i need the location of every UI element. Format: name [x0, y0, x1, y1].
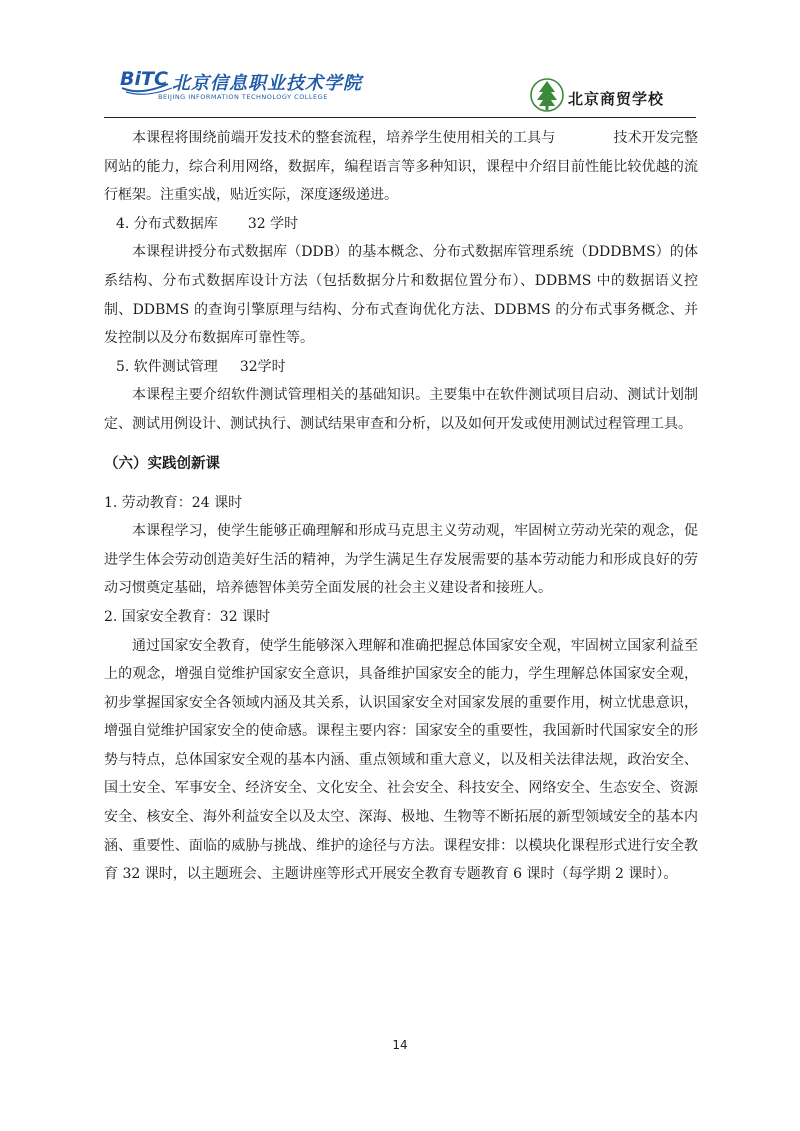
header-divider — [104, 117, 696, 118]
college-name-cn: 北京信息职业技术学院 — [172, 73, 362, 94]
paragraph-distributed-db: 本课程讲授分布式数据库（DDB）的基本概念、分布式数据库管理系统（DDDBMS）的体系结构、分布式数据库设计方法（包括数据分片和数据位置分布）、DDBMS 中的数据语义控制、DDBMS 的查询引擎原理与结构、分布式查询优化方法、DDBMS 的分布式事务概念、并发控制以及分布数据库可靠性等。 — [104, 244, 698, 347]
school-name: 北京商贸学校 — [568, 90, 665, 108]
course-title: 5. 软件测试管理 — [116, 358, 218, 375]
college-name-en: BEIJING INFORMATION TECHNOLOGY COLLEGE — [158, 93, 328, 101]
paragraph-text-continued: 技术开发完整网站的能力，综合利用网络，数据库，编程语言等多种知识，课程中介绍目前性能比较优越的流行框架。注重实战，贴近实际，深度逐级递进。 — [104, 130, 699, 204]
course-heading-labor-education: 1. 劳动教育：24 课时 — [104, 494, 243, 511]
course-heading-distributed-db — [104, 210, 698, 239]
document-body — [104, 124, 698, 889]
paragraph-text: 本课程将围绕前端开发技术的整套流程，培养学生使用相关的工具与 — [132, 130, 556, 146]
page-number: 14 — [392, 1038, 408, 1052]
bitc-mark: BiTC — [120, 68, 168, 90]
page-header — [104, 58, 696, 118]
bitc-logo — [120, 66, 360, 106]
course-hours: 32学时 — [239, 358, 286, 375]
course-heading-software-testing — [104, 353, 698, 382]
paragraph-software-testing: 本课程主要介绍软件测试管理相关的基础知识。主要集中在软件测试项目启动、测试计划制定、测试用例设计、测试执行、测试结果审查和分析，以及如何开发或使用测试过程管理工具。 — [104, 387, 698, 432]
paragraph-labor-education: 本课程学习，使学生能够正确理解和形成马克思主义劳动观，牢固树立劳动光荣的观念，促进学生体会劳动创造美好生活的精神，为学生满足生存发展需要的基本劳动能力和形成良好的劳动习惯奠定基础，培养德智体美劳全面发展的社会主义建设者和接班人。 — [104, 523, 698, 597]
paragraph-security-education: 通过国家安全教育，使学生能够深入理解和准确把握总体国家安全观，牢固树立国家利益至上的观念，增强自觉维护国家安全意识，具备维护国家安全的能力，学生理解总体国家安全观，初步掌握国家安全各领域内涵及其关系，认识国家安全对国家发展的重要作用，树立忧患意识，增强自觉维护国家安全的使命感。课程主要内容：国家安全的重要性，我国新时代国家安全的形势与特点，总体国家安全观的基本内涵、重点领域和重大意义，以及相关法律法规，政治安全、国土安全、军事安全、经济安全、文化安全、社会安全、科技安全、网络安全、生态安全、资源安全、核安全、海外利益安全以及太空、深海、极地、生物等不断拓展的新型领域安全的基本内涵、重要性、面临的威胁与挑战、维护的途径与方法。课程安排：以模块化课程形式进行安全教育 32 课时，以主题班会、主题讲座等形式开展安全教育专题教育 6 课时（每学期 2 课时）。 — [104, 637, 698, 883]
tree-emblem-icon — [530, 76, 564, 114]
course-heading-security-education: 2. 国家安全教育：32 课时 — [104, 608, 271, 625]
section-title-practice: （六）实践创新课 — [104, 455, 220, 472]
paragraph-frontend-course — [104, 124, 698, 210]
course-title: 4. 分布式数据库 — [116, 215, 218, 232]
course-hours: 32 学时 — [247, 215, 299, 232]
school-logo — [530, 76, 690, 116]
